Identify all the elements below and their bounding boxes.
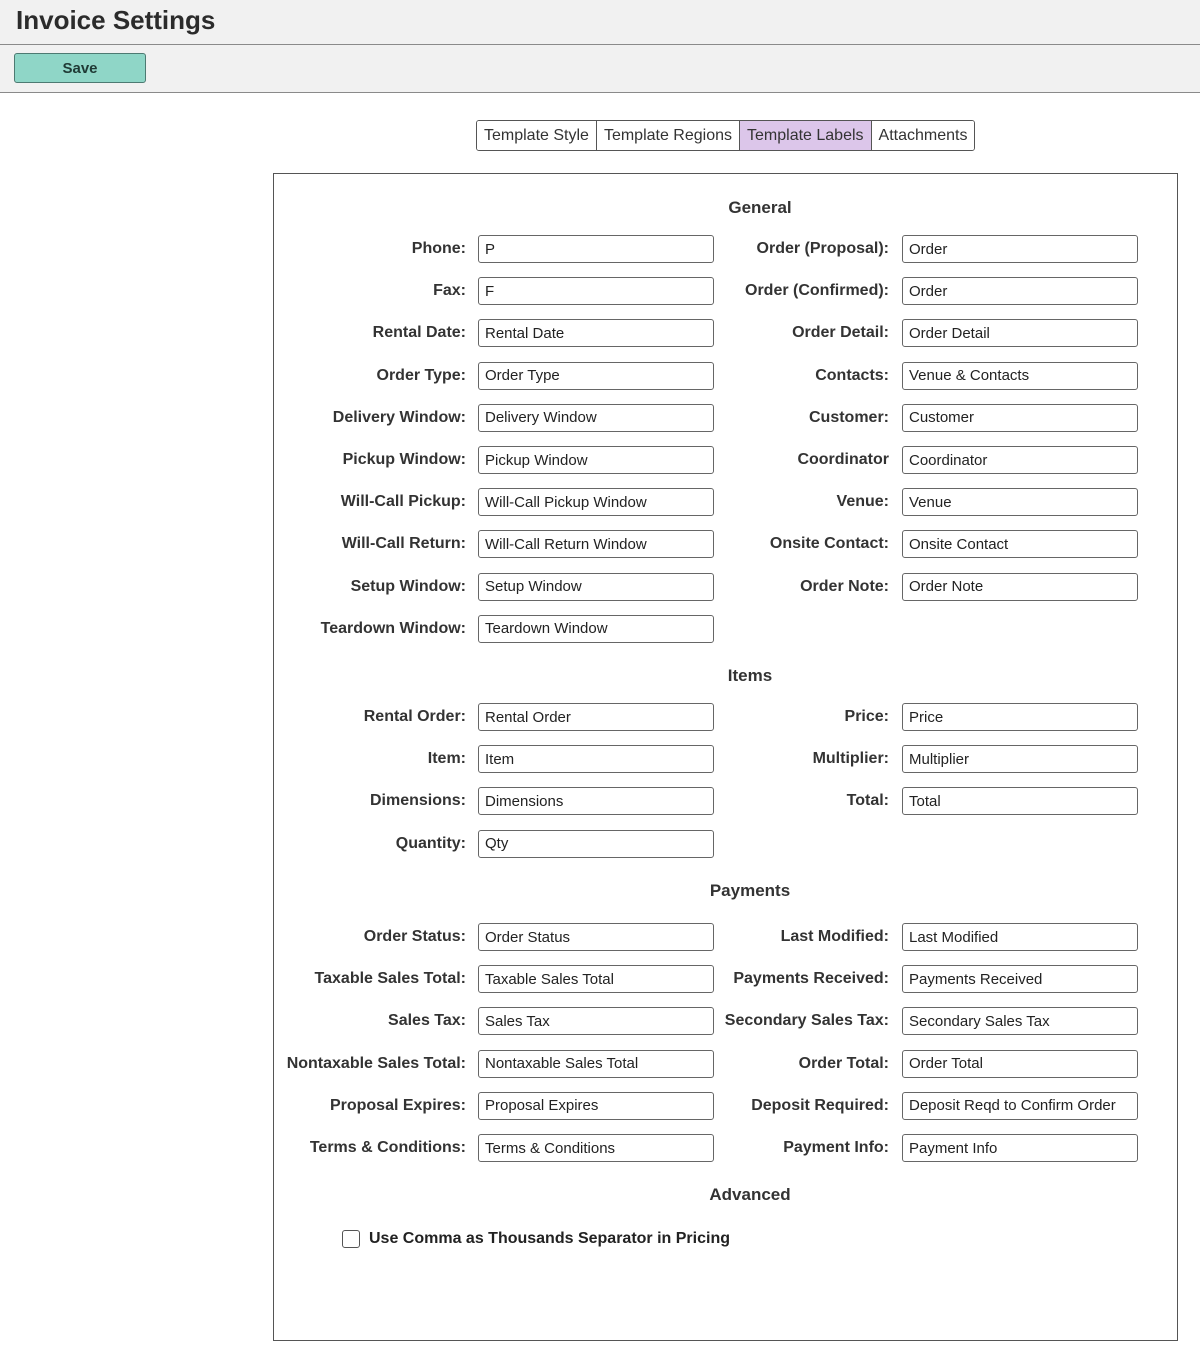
nontaxable-sales-total-input[interactable]: [478, 1050, 714, 1078]
title-bar: [0, 0, 1200, 45]
order-detail-input[interactable]: [902, 319, 1138, 347]
rental-date-label: Rental Date:: [372, 324, 466, 342]
last-modified-input[interactable]: [902, 923, 1138, 951]
quantity-input[interactable]: [478, 830, 714, 858]
comma-separator-label: Use Comma as Thousands Separator in Pricing: [369, 1230, 730, 1247]
fax-input[interactable]: [478, 277, 714, 305]
coordinator-label: Coordinator: [797, 451, 889, 468]
order-note-label: Order Note:: [800, 577, 889, 595]
advanced-section-title: Advanced: [709, 1185, 791, 1204]
sales-tax-label: Sales Tax:: [388, 1012, 466, 1030]
deposit-required-label: Deposit Required:: [751, 1096, 889, 1114]
contacts-input[interactable]: [902, 362, 1138, 390]
item-label: Item:: [427, 750, 466, 768]
quantity-label: Quantity:: [395, 834, 466, 852]
venue-label: Venue:: [836, 493, 889, 511]
tab-template-labels[interactable]: Template Labels: [740, 121, 872, 150]
onsite-contact-input[interactable]: [902, 530, 1138, 558]
will-call-pickup-input[interactable]: [478, 488, 714, 516]
delivery-window-input[interactable]: [478, 404, 714, 432]
venue-input[interactable]: [902, 488, 1138, 516]
rental-order-label: Rental Order:: [363, 708, 466, 725]
customer-input[interactable]: [902, 404, 1138, 432]
settings-tabs: [476, 120, 975, 151]
items-section-title: Items: [727, 666, 773, 685]
customer-label: Customer:: [808, 408, 889, 426]
teardown-window-label: Teardown Window:: [320, 619, 466, 637]
order-detail-label: Order Detail:: [792, 324, 889, 342]
nontaxable-sales-total-label: Nontaxable Sales Total:: [286, 1054, 466, 1072]
terms-conditions-label: Terms & Conditions:: [309, 1139, 466, 1156]
payment-info-label: Payment Info:: [783, 1139, 889, 1156]
setup-window-input[interactable]: [478, 573, 714, 601]
fax-label: Fax:: [433, 282, 466, 300]
payments-section-title: Payments: [709, 881, 791, 900]
will-call-return-input[interactable]: [478, 530, 714, 558]
save-button[interactable]: Save: [14, 53, 146, 83]
will-call-pickup-label: Will-Call Pickup:: [340, 493, 466, 511]
terms-conditions-input[interactable]: [478, 1134, 714, 1162]
price-input[interactable]: [902, 703, 1138, 731]
multiplier-input[interactable]: [902, 745, 1138, 773]
multiplier-label: Multiplier:: [812, 750, 889, 768]
order-proposal-input[interactable]: [902, 235, 1138, 263]
page-title: Invoice Settings: [16, 5, 216, 35]
rental-order-input[interactable]: [478, 703, 714, 731]
total-label: Total:: [846, 792, 889, 810]
tab-attachments[interactable]: Attachments: [872, 121, 975, 150]
order-total-label: Order Total:: [798, 1054, 889, 1072]
payment-info-input[interactable]: [902, 1134, 1138, 1162]
phone-label: Phone:: [411, 240, 466, 257]
taxable-sales-total-label: Taxable Sales Total:: [314, 970, 466, 988]
price-label: Price:: [844, 708, 889, 725]
order-total-input[interactable]: [902, 1050, 1138, 1078]
order-type-input[interactable]: [478, 362, 714, 390]
order-proposal-label: Order (Proposal):: [756, 240, 889, 257]
dimensions-label: Dimensions:: [369, 792, 466, 810]
tab-template-style[interactable]: Template Style: [477, 121, 597, 150]
pickup-window-input[interactable]: [478, 446, 714, 474]
secondary-sales-tax-label: Secondary Sales Tax:: [724, 1012, 889, 1030]
teardown-window-input[interactable]: [478, 615, 714, 643]
item-input[interactable]: [478, 745, 714, 773]
will-call-return-label: Will-Call Return:: [341, 535, 466, 553]
order-confirmed-label: Order (Confirmed):: [745, 282, 889, 300]
payments-received-input[interactable]: [902, 965, 1138, 993]
pickup-window-label: Pickup Window:: [342, 451, 466, 468]
comma-separator-checkbox[interactable]: [342, 1230, 360, 1248]
total-input[interactable]: [902, 787, 1138, 815]
order-type-label: Order Type:: [376, 366, 466, 384]
toolbar: [0, 45, 1200, 93]
onsite-contact-label: Onsite Contact:: [769, 535, 889, 553]
deposit-required-input[interactable]: [902, 1092, 1138, 1120]
proposal-expires-label: Proposal Expires:: [329, 1096, 466, 1114]
order-note-input[interactable]: [902, 573, 1138, 601]
proposal-expires-input[interactable]: [478, 1092, 714, 1120]
secondary-sales-tax-input[interactable]: [902, 1007, 1138, 1035]
general-section-title: General: [728, 198, 792, 217]
coordinator-input[interactable]: [902, 446, 1138, 474]
phone-input[interactable]: [478, 235, 714, 263]
taxable-sales-total-input[interactable]: [478, 965, 714, 993]
sales-tax-input[interactable]: [478, 1007, 714, 1035]
order-status-label: Order Status:: [363, 928, 466, 945]
contacts-label: Contacts:: [815, 366, 889, 384]
order-confirmed-input[interactable]: [902, 277, 1138, 305]
tab-template-regions[interactable]: Template Regions: [597, 121, 740, 150]
delivery-window-label: Delivery Window:: [332, 408, 466, 426]
setup-window-label: Setup Window:: [350, 577, 466, 595]
payments-received-label: Payments Received:: [733, 970, 889, 988]
dimensions-input[interactable]: [478, 787, 714, 815]
rental-date-input[interactable]: [478, 319, 714, 347]
last-modified-label: Last Modified:: [780, 928, 889, 945]
order-status-input[interactable]: [478, 923, 714, 951]
